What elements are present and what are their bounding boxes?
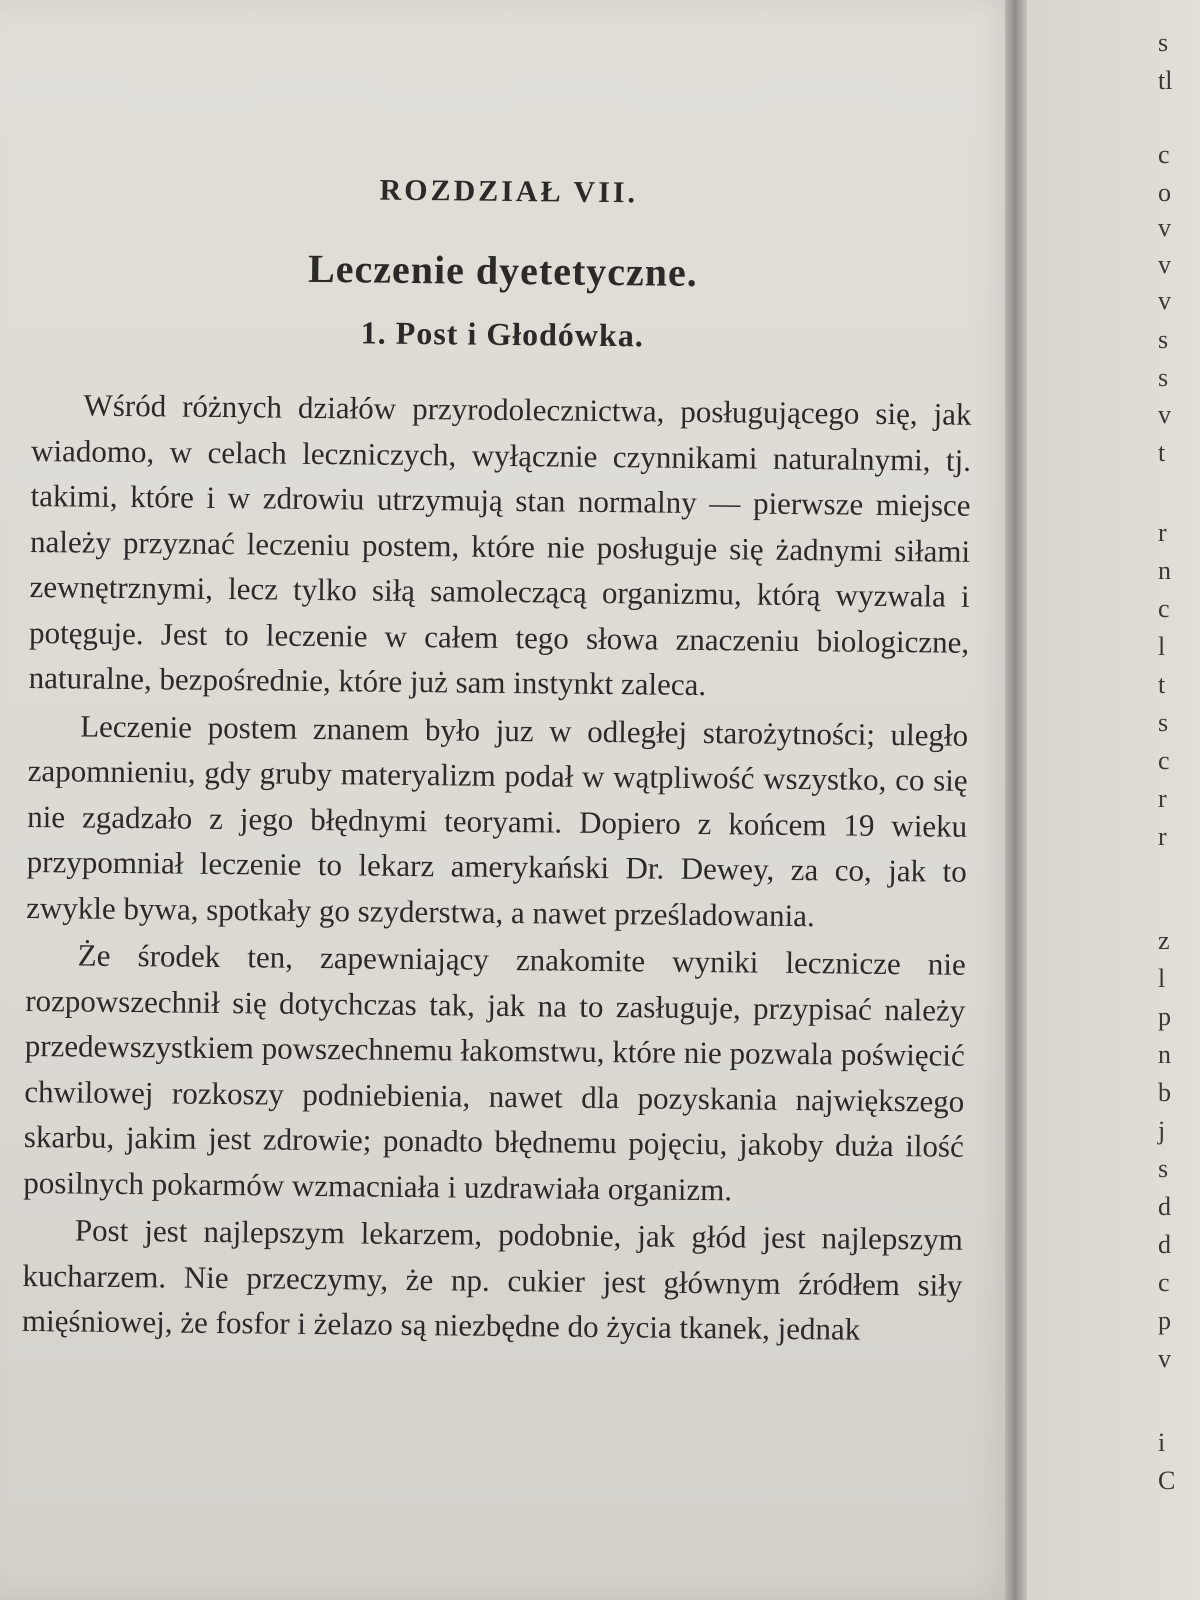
right-fragment: r <box>1158 784 1167 813</box>
right-fragment: r <box>1158 822 1167 851</box>
paragraph-2: Leczenie postem znanem było juz w odległej starożytności; uległo zapomnieniu, gdy gruby materyalizm podał w wątpliwość wszystko, co się nie zgadzało z jego błędnymi teoryami. Dopiero z końcem 19 wieku przypomniał leczenie to lekarz amerykański Dr. Dewey, za co, jak to zwykle bywa, spotkały go szyderstwa, a nawet prześladowania. <box>26 708 969 933</box>
right-fragment: j <box>1158 1116 1166 1145</box>
right-fragment: b <box>1158 1078 1171 1107</box>
right-fragment: s <box>1158 28 1169 57</box>
right-fragment: s <box>1158 708 1169 737</box>
right-fragment: c <box>1158 746 1170 775</box>
right-fragment: v <box>1158 213 1171 242</box>
right-fragment: t <box>1158 438 1166 467</box>
chapter-label: ROZDZIAŁ VII. <box>379 173 639 210</box>
right-fragment: c <box>1158 140 1170 169</box>
right-fragment: c <box>1158 594 1170 623</box>
right-fragment: v <box>1158 400 1171 429</box>
right-fragment: v <box>1158 1344 1171 1373</box>
right-fragment: i <box>1158 1428 1166 1457</box>
left-page-text <box>22 170 974 1353</box>
right-fragment: o <box>1158 178 1171 207</box>
right-fragment: tl <box>1158 66 1173 95</box>
right-fragment: C <box>1158 1466 1176 1495</box>
section-title: 1. Post i Głodówka. <box>360 314 645 354</box>
right-fragment: d <box>1158 1230 1171 1259</box>
right-fragment: c <box>1158 1268 1170 1297</box>
right-fragment: v <box>1158 250 1171 279</box>
right-page <box>1027 0 1200 1600</box>
right-fragment: p <box>1158 1002 1171 1031</box>
right-fragment: n <box>1158 556 1171 585</box>
right-fragment: r <box>1158 518 1167 547</box>
chapter-title: Leczenie dyetetyczne. <box>307 245 699 295</box>
right-fragment: n <box>1158 1040 1171 1069</box>
paragraph-4: Post jest najlepszym lekarzem, podobnie, jak głód jest najlepszym kucharzem. Nie przeczymy, że np. cukier jest głównym źródłem siły mięśniowej, że fosfor i żelazo są niezbędne do życia tkanek, jednak <box>21 1212 964 1347</box>
right-fragment: z <box>1158 926 1170 955</box>
right-fragment: d <box>1158 1192 1171 1221</box>
paragraph-1: Wśród różnych działów przyrodolecznictwa, posługującego się, jak wiadomo, w celach leczniczych, wyłącznie czynnikami naturalnymi, tj. takimi, które i w zdrowiu utrzymują stan normalny — pierwsze miejsce należy przyznać leczeniu postem, które nie posługuje się żadnymi siłami zewnętrznymi, lecz tylko siłą samoleczącą organizmu, którą wyzwala i potęguje. Jest to leczenie w całem tego słowa znaczeniu biologiczne, naturalne, bezpośrednie, które już sam instynkt zaleca. <box>28 387 972 703</box>
right-fragment: l <box>1158 632 1166 661</box>
right-fragment: l <box>1158 964 1166 993</box>
right-fragment: s <box>1158 1154 1169 1183</box>
right-fragment: s <box>1158 363 1169 392</box>
right-fragment: s <box>1158 325 1169 354</box>
right-fragment: v <box>1158 286 1171 315</box>
book-gutter <box>1005 0 1027 1600</box>
right-fragment: p <box>1158 1306 1171 1335</box>
paragraph-3: Że środek ten, zapewniający znakomite wyniki lecznicze nie rozpowszechnił się dotychczas tak, jak na to zasługuje, przypisać należy przedewszystkiem powszechnemu łakomstwu, które nie pozwala poświęcić chwilowej rozkoszy podniebienia, nawet dla pozyskania największego skarbu, jakim jest zdrowie; ponadto błędnemu pojęciu, jakoby duża ilość posilnych pokarmów wzmacniała i uzdrawiała organizm. <box>23 937 966 1207</box>
right-fragment: t <box>1158 670 1166 699</box>
